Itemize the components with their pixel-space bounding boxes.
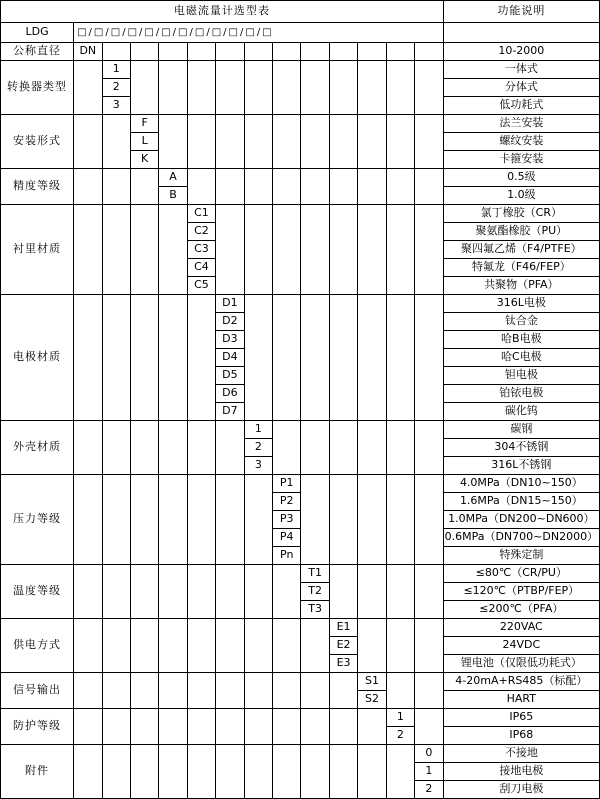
option-description: HART (443, 691, 599, 709)
blank-cell (187, 475, 215, 565)
blank-cell (159, 205, 187, 295)
table-row (1, 565, 600, 583)
blank-cell (301, 205, 329, 295)
option-description: 哈B电极 (443, 331, 599, 349)
table-row (1, 709, 600, 727)
blank-cell (273, 169, 301, 205)
blank-cell (102, 295, 130, 421)
blank-cell (386, 205, 414, 295)
slot-box: □ (144, 26, 154, 38)
blank-cell (386, 745, 414, 799)
option-code[interactable]: D4 (216, 349, 244, 367)
blank-cell (74, 709, 102, 745)
blank-cell (216, 43, 244, 61)
blank-cell (329, 169, 357, 205)
blank-cell (102, 115, 130, 169)
blank-cell (159, 673, 187, 709)
option-description: 10-2000 (443, 43, 599, 61)
slot-box: □ (161, 26, 171, 38)
blank-cell (329, 475, 357, 565)
slot-box: □ (245, 26, 255, 38)
option-code[interactable]: T1 (301, 565, 329, 583)
blank-cell (74, 421, 102, 475)
option-code[interactable]: C1 (187, 205, 215, 223)
option-description: 法兰安装 (443, 115, 599, 133)
option-description: 锂电池（仅限低功耗式） (443, 655, 599, 673)
option-description: 聚四氟乙烯（F4/PTFE） (443, 241, 599, 259)
blank-cell (159, 421, 187, 475)
option-code[interactable]: C5 (187, 277, 215, 295)
blank-cell (329, 565, 357, 619)
blank-cell (358, 619, 386, 673)
table-row (1, 205, 600, 223)
option-code[interactable]: P2 (273, 493, 301, 511)
blank-cell (301, 709, 329, 745)
blank-cell (415, 205, 444, 295)
blank-cell (187, 745, 215, 799)
option-code[interactable]: 2 (102, 79, 130, 97)
blank-cell (130, 565, 158, 619)
blank-cell (386, 475, 414, 565)
option-description: 24VDC (443, 637, 599, 655)
blank-cell (301, 475, 329, 565)
option-description: 304不锈钢 (443, 439, 599, 457)
row-label-6: 外壳材质 (1, 421, 74, 475)
blank-cell (301, 169, 329, 205)
slot-separator: / (139, 26, 143, 38)
blank-cell (301, 295, 329, 421)
row-label-10: 信号输出 (1, 673, 74, 709)
option-code[interactable]: S1 (358, 673, 386, 691)
row-label-5: 电极材质 (1, 295, 74, 421)
blank-cell (102, 43, 130, 61)
slot-box: □ (93, 26, 104, 38)
option-code[interactable]: K (130, 151, 158, 169)
blank-cell (130, 43, 158, 61)
blank-cell (244, 115, 272, 169)
blank-cell (415, 709, 444, 745)
option-description: 0.5级 (443, 169, 599, 187)
option-code[interactable]: D2 (216, 313, 244, 331)
blank-cell (301, 619, 329, 673)
option-code[interactable]: D3 (216, 331, 244, 349)
blank-cell (130, 673, 158, 709)
slot-separator: / (256, 26, 261, 38)
option-code[interactable]: B (159, 187, 187, 205)
blank-cell (74, 295, 102, 421)
option-code[interactable]: 2 (244, 439, 272, 457)
slot-separator: / (155, 26, 160, 38)
blank-cell (386, 61, 414, 115)
blank-cell (329, 745, 357, 799)
blank-cell (102, 205, 130, 295)
blank-cell (102, 709, 130, 745)
option-description: IP65 (443, 709, 599, 727)
blank-cell (244, 295, 272, 421)
blank-cell (386, 619, 414, 673)
blank-cell (386, 565, 414, 619)
option-description: 聚氨酯橡胶（PU） (443, 223, 599, 241)
blank-cell (329, 295, 357, 421)
table-row (1, 673, 600, 691)
blank-cell (244, 205, 272, 295)
option-description: 0.6MPa（DN700~DN2000） (443, 529, 599, 547)
blank-cell (415, 169, 444, 205)
blank-cell (273, 43, 301, 61)
option-description: 共聚物（PFA） (443, 277, 599, 295)
blank-cell (301, 421, 329, 475)
blank-cell (386, 421, 414, 475)
blank-cell (273, 421, 301, 475)
desc-empty (443, 23, 599, 43)
option-code[interactable]: 1 (386, 709, 414, 727)
option-description: 特殊定制 (443, 547, 599, 565)
blank-cell (130, 421, 158, 475)
slot-separator: / (223, 26, 227, 38)
blank-cell (74, 61, 102, 115)
blank-cell (130, 745, 158, 799)
blank-cell (301, 115, 329, 169)
option-description: 碳钢 (443, 421, 599, 439)
option-description: 低功耗式 (443, 97, 599, 115)
row-label-9: 供电方式 (1, 619, 74, 673)
table-row (1, 61, 600, 79)
table-row (1, 43, 600, 61)
option-code[interactable]: 1 (415, 763, 444, 781)
blank-cell (102, 421, 130, 475)
blank-cell (358, 115, 386, 169)
blank-cell (358, 295, 386, 421)
blank-cell (130, 709, 158, 745)
option-description: IP68 (443, 727, 599, 745)
option-code[interactable]: S2 (358, 691, 386, 709)
blank-cell (187, 709, 215, 745)
blank-cell (159, 565, 187, 619)
option-code[interactable]: D1 (216, 295, 244, 313)
slot-box: □ (127, 26, 138, 38)
option-description: 220VAC (443, 619, 599, 637)
blank-cell (301, 745, 329, 799)
blank-cell (358, 205, 386, 295)
blank-cell (301, 61, 329, 115)
blank-cell (244, 745, 272, 799)
row-label-3: 精度等级 (1, 169, 74, 205)
blank-cell (301, 673, 329, 709)
blank-cell (130, 169, 158, 205)
blank-cell (159, 61, 187, 115)
blank-cell (216, 565, 244, 619)
blank-cell (273, 709, 301, 745)
option-description: 刮刀电极 (443, 781, 599, 799)
option-code[interactable]: E3 (329, 655, 357, 673)
option-code[interactable]: DN (74, 43, 102, 61)
blank-cell (102, 475, 130, 565)
blank-cell (216, 619, 244, 673)
option-code[interactable]: D7 (216, 403, 244, 421)
blank-cell (216, 205, 244, 295)
blank-cell (130, 205, 158, 295)
blank-cell (244, 619, 272, 673)
blank-cell (358, 169, 386, 205)
blank-cell (74, 565, 102, 619)
blank-cell (216, 673, 244, 709)
slot-separator: / (122, 26, 126, 38)
blank-cell (415, 565, 444, 619)
blank-cell (415, 619, 444, 673)
blank-cell (358, 709, 386, 745)
blank-cell (159, 619, 187, 673)
option-description: 钽电极 (443, 367, 599, 385)
option-description: 钛合金 (443, 313, 599, 331)
blank-cell (187, 115, 215, 169)
blank-cell (216, 61, 244, 115)
option-description: 316L不锈钢 (443, 457, 599, 475)
blank-cell (74, 619, 102, 673)
blank-cell (187, 43, 215, 61)
blank-cell (273, 673, 301, 709)
blank-cell (244, 43, 272, 61)
blank-cell (386, 295, 414, 421)
blank-cell (187, 169, 215, 205)
blank-cell (273, 565, 301, 619)
blank-cell (358, 745, 386, 799)
option-description: 不接地 (443, 745, 599, 763)
blank-cell (102, 565, 130, 619)
table-row (1, 619, 600, 637)
blank-cell (159, 295, 187, 421)
option-code[interactable]: 0 (415, 745, 444, 763)
option-code[interactable]: P4 (273, 529, 301, 547)
blank-cell (130, 619, 158, 673)
table-title: 电磁流量计选型表 (1, 1, 444, 23)
option-code[interactable]: 2 (415, 781, 444, 799)
blank-cell (74, 745, 102, 799)
blank-cell (386, 115, 414, 169)
slot-list (74, 27, 443, 39)
blank-cell (187, 565, 215, 619)
blank-cell (273, 61, 301, 115)
blank-cell (159, 709, 187, 745)
blank-cell (130, 475, 158, 565)
option-code[interactable]: 1 (102, 61, 130, 79)
blank-cell (329, 61, 357, 115)
option-code[interactable]: 1 (244, 421, 272, 439)
row-label-1: 转换器类型 (1, 61, 74, 115)
blank-cell (216, 169, 244, 205)
option-description: 4.0MPa（DN10~150） (443, 475, 599, 493)
blank-cell (244, 475, 272, 565)
option-code[interactable]: C4 (187, 259, 215, 277)
slot-box: □ (110, 26, 121, 38)
option-code[interactable]: T2 (301, 583, 329, 601)
blank-cell (415, 115, 444, 169)
blank-cell (216, 475, 244, 565)
blank-cell (187, 295, 215, 421)
desc-column-header: 功能说明 (443, 1, 599, 23)
slot-separator: / (189, 26, 193, 38)
slot-box: □ (77, 26, 87, 38)
model-code-row (1, 23, 600, 43)
option-code[interactable]: D6 (216, 385, 244, 403)
option-description: 碳化钨 (443, 403, 599, 421)
blank-cell (415, 61, 444, 115)
option-code[interactable]: 3 (244, 457, 272, 475)
row-label-2: 安装形式 (1, 115, 74, 169)
option-description: 螺纹安装 (443, 133, 599, 151)
option-code[interactable]: C2 (187, 223, 215, 241)
option-description: 1.0MPa（DN200~DN600） (443, 511, 599, 529)
blank-cell (102, 169, 130, 205)
option-code[interactable]: F (130, 115, 158, 133)
option-description: ≤80℃（CR/PU） (443, 565, 599, 583)
table-row (1, 421, 600, 439)
option-code[interactable]: P1 (273, 475, 301, 493)
blank-cell (301, 43, 329, 61)
option-description: 4-20mA+RS485（标配） (443, 673, 599, 691)
blank-cell (74, 475, 102, 565)
option-description: 接地电极 (443, 763, 599, 781)
table-row (1, 295, 600, 313)
blank-cell (415, 295, 444, 421)
option-code[interactable]: 3 (102, 97, 130, 115)
blank-cell (358, 565, 386, 619)
blank-cell (358, 61, 386, 115)
blank-cell (130, 295, 158, 421)
blank-cell (273, 205, 301, 295)
row-label-4: 衬里材质 (1, 205, 74, 295)
option-code[interactable]: T3 (301, 601, 329, 619)
blank-cell (244, 565, 272, 619)
slot-box: □ (178, 26, 188, 38)
blank-cell (102, 673, 130, 709)
option-code[interactable]: 2 (386, 727, 414, 745)
blank-cell (358, 43, 386, 61)
blank-cell (415, 475, 444, 565)
blank-cell (415, 43, 444, 61)
blank-cell (329, 205, 357, 295)
slot-separator: / (88, 26, 92, 38)
blank-cell (130, 61, 158, 115)
option-description: ≤120℃（PTBP/FEP） (443, 583, 599, 601)
option-code[interactable]: P3 (273, 511, 301, 529)
option-description: 氯丁橡胶（CR） (443, 205, 599, 223)
blank-cell (187, 421, 215, 475)
blank-cell (102, 619, 130, 673)
blank-cell (159, 115, 187, 169)
slot-separator: / (172, 26, 177, 38)
blank-cell (216, 709, 244, 745)
blank-cell (74, 169, 102, 205)
blank-cell (329, 115, 357, 169)
blank-cell (273, 619, 301, 673)
option-description: 1.6MPa（DN15~150） (443, 493, 599, 511)
blank-cell (386, 43, 414, 61)
slot-separator: / (206, 26, 210, 38)
option-description: 哈C电极 (443, 349, 599, 367)
blank-cell (386, 169, 414, 205)
option-description: ≤200℃（PFA） (443, 601, 599, 619)
blank-cell (159, 475, 187, 565)
table-row (1, 745, 600, 763)
blank-cell (244, 61, 272, 115)
slot-box: □ (194, 26, 205, 38)
option-description: 1.0级 (443, 187, 599, 205)
table-row (1, 169, 600, 187)
blank-cell (74, 115, 102, 169)
blank-cell (244, 673, 272, 709)
blank-cell (329, 709, 357, 745)
option-description: 316L电极 (443, 295, 599, 313)
slot-box: □ (262, 26, 272, 38)
slot-box: □ (228, 26, 238, 38)
option-code[interactable]: C3 (187, 241, 215, 259)
option-code[interactable]: E2 (329, 637, 357, 655)
row-label-12: 附件 (1, 745, 74, 799)
blank-cell (386, 673, 414, 709)
blank-cell (358, 475, 386, 565)
blank-cell (74, 673, 102, 709)
blank-cell (244, 169, 272, 205)
blank-cell (102, 745, 130, 799)
option-code[interactable]: Pn (273, 547, 301, 565)
blank-cell (273, 295, 301, 421)
option-description: 卡箍安装 (443, 151, 599, 169)
model-slots (74, 23, 444, 43)
blank-cell (159, 745, 187, 799)
slot-separator: / (105, 26, 109, 38)
blank-cell (187, 61, 215, 115)
blank-cell (216, 115, 244, 169)
table-row (1, 115, 600, 133)
row-label-7: 压力等级 (1, 475, 74, 565)
blank-cell (329, 421, 357, 475)
option-code[interactable]: L (130, 133, 158, 151)
slot-separator: / (239, 26, 244, 38)
blank-cell (329, 673, 357, 709)
blank-cell (415, 421, 444, 475)
slot-box: □ (211, 26, 222, 38)
option-description: 铂铱电极 (443, 385, 599, 403)
option-code[interactable]: D5 (216, 367, 244, 385)
blank-cell (187, 673, 215, 709)
blank-cell (273, 115, 301, 169)
option-code[interactable]: A (159, 169, 187, 187)
option-description: 分体式 (443, 79, 599, 97)
blank-cell (329, 43, 357, 61)
row-label-8: 温度等级 (1, 565, 74, 619)
row-label-11: 防护等级 (1, 709, 74, 745)
option-description: 特氟龙（F46/FEP） (443, 259, 599, 277)
model-prefix: LDG (1, 23, 74, 43)
option-description: 一体式 (443, 61, 599, 79)
blank-cell (244, 709, 272, 745)
blank-cell (216, 745, 244, 799)
blank-cell (358, 421, 386, 475)
blank-cell (187, 619, 215, 673)
blank-cell (159, 43, 187, 61)
blank-cell (415, 673, 444, 709)
blank-cell (216, 421, 244, 475)
blank-cell (74, 205, 102, 295)
option-code[interactable]: E1 (329, 619, 357, 637)
table-row (1, 475, 600, 493)
row-label-0: 公称直径 (1, 43, 74, 61)
blank-cell (273, 745, 301, 799)
table-header-row (1, 1, 600, 23)
